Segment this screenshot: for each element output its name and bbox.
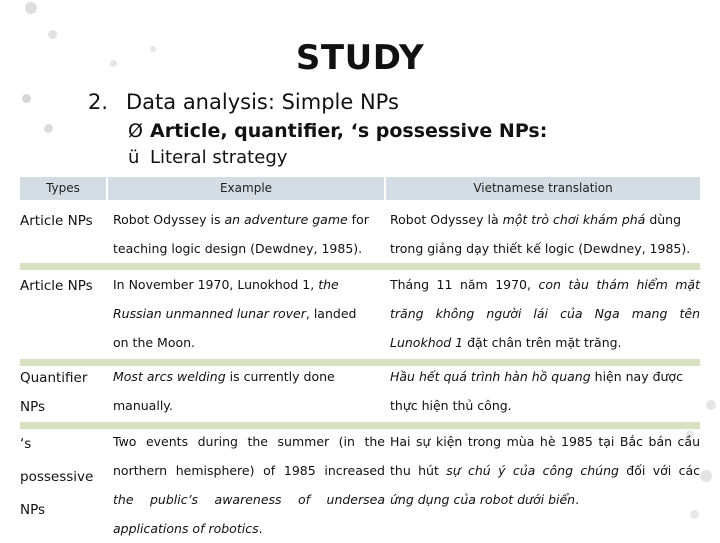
- table-row-4-example: [113, 427, 385, 543]
- table-row-3-translation: [390, 362, 702, 420]
- example-line: Russian unmanned lunar rover, landed: [113, 306, 357, 321]
- example-line: In November 1970, Lunokhod 1, the: [113, 277, 339, 292]
- translation-line: Hầu hết quá trình hàn hồ quang hiện nay được: [390, 369, 683, 384]
- example-line: Most arcs welding is currently done: [113, 369, 335, 384]
- translation-line: trong giảng dạy thiết kế logic (Dewdney, 1985).: [390, 241, 691, 256]
- example-line: Robot Odyssey is an adventure game for: [113, 212, 369, 227]
- type-line: ‘s: [20, 436, 32, 452]
- translation-line: Hai sự kiện trong mùa hè 1985 tại Bắc bán cầu: [390, 434, 700, 449]
- section-heading: [88, 90, 399, 114]
- type-line: NPs: [20, 502, 46, 518]
- heading-text: Data analysis: Simple NPs: [126, 90, 399, 114]
- example-line: on the Moon.: [113, 335, 196, 350]
- table-row-4-type: [20, 428, 110, 527]
- translation-line: thực hiện thủ công.: [390, 398, 512, 413]
- table-row-1-type: [20, 207, 110, 236]
- type-line: Quantifier: [20, 370, 88, 386]
- table-row-2-example: [113, 270, 385, 357]
- row-divider: [20, 263, 700, 270]
- decor-dot: [706, 400, 716, 410]
- table-row-4-translation: [390, 427, 700, 514]
- translation-line: ứng dụng của robot dưới biển.: [390, 492, 580, 507]
- translation-line: thu hút sự chú ý của công chúng đối với các: [390, 463, 700, 478]
- example-line: northern hemisphere) of 1985 increased: [113, 463, 385, 478]
- type-line: Article NPs: [20, 278, 93, 294]
- type-line: NPs: [20, 399, 46, 415]
- table-row-2-type: [20, 272, 110, 301]
- decor-dot: [25, 2, 37, 14]
- translation-line: Robot Odyssey là một trò chơi khám phá dùng: [390, 212, 682, 227]
- checkmark-bullet-icon: ü: [128, 147, 140, 168]
- example-line: manually.: [113, 398, 173, 413]
- table-row-2-translation: [390, 270, 700, 357]
- table-row-1-translation: [390, 205, 702, 263]
- table-row-3-type: [20, 364, 110, 422]
- translation-line: trăng không người lái của Nga mang tên: [390, 306, 700, 321]
- example-line: the public’s awareness of undersea: [113, 492, 385, 507]
- table-row-1-example: [113, 205, 385, 263]
- translation-line: Tháng 11 năm 1970, con tàu thám hiểm mặt: [390, 277, 700, 292]
- example-line: applications of robotics.: [113, 521, 263, 536]
- subheading: [128, 120, 547, 142]
- heading-number: 2.: [88, 90, 109, 114]
- subheading-text: Article, quantifier, ‘s possessive NPs:: [150, 120, 548, 142]
- table-row-3-example: [113, 362, 385, 420]
- decor-dot: [22, 94, 31, 103]
- type-line: possessive: [20, 469, 94, 485]
- decor-dot: [44, 124, 53, 133]
- arrow-bullet-icon: Ø: [128, 120, 143, 142]
- type-line: Article NPs: [20, 213, 93, 229]
- example-line: teaching logic design (Dewdney, 1985).: [113, 241, 363, 256]
- strategy-text: Literal strategy: [150, 147, 288, 168]
- translation-line: Lunokhod 1 đặt chân trên mặt trăng.: [390, 335, 622, 350]
- column-header-translation: Vietnamese translation: [386, 177, 700, 200]
- column-header-types: Types: [20, 177, 106, 200]
- column-header-example: Example: [108, 177, 384, 200]
- strategy-line: [128, 147, 287, 168]
- slide-title: STUDY: [295, 38, 425, 78]
- example-line: Two events during the summer (in the: [113, 434, 385, 449]
- decor-dot: [700, 470, 712, 482]
